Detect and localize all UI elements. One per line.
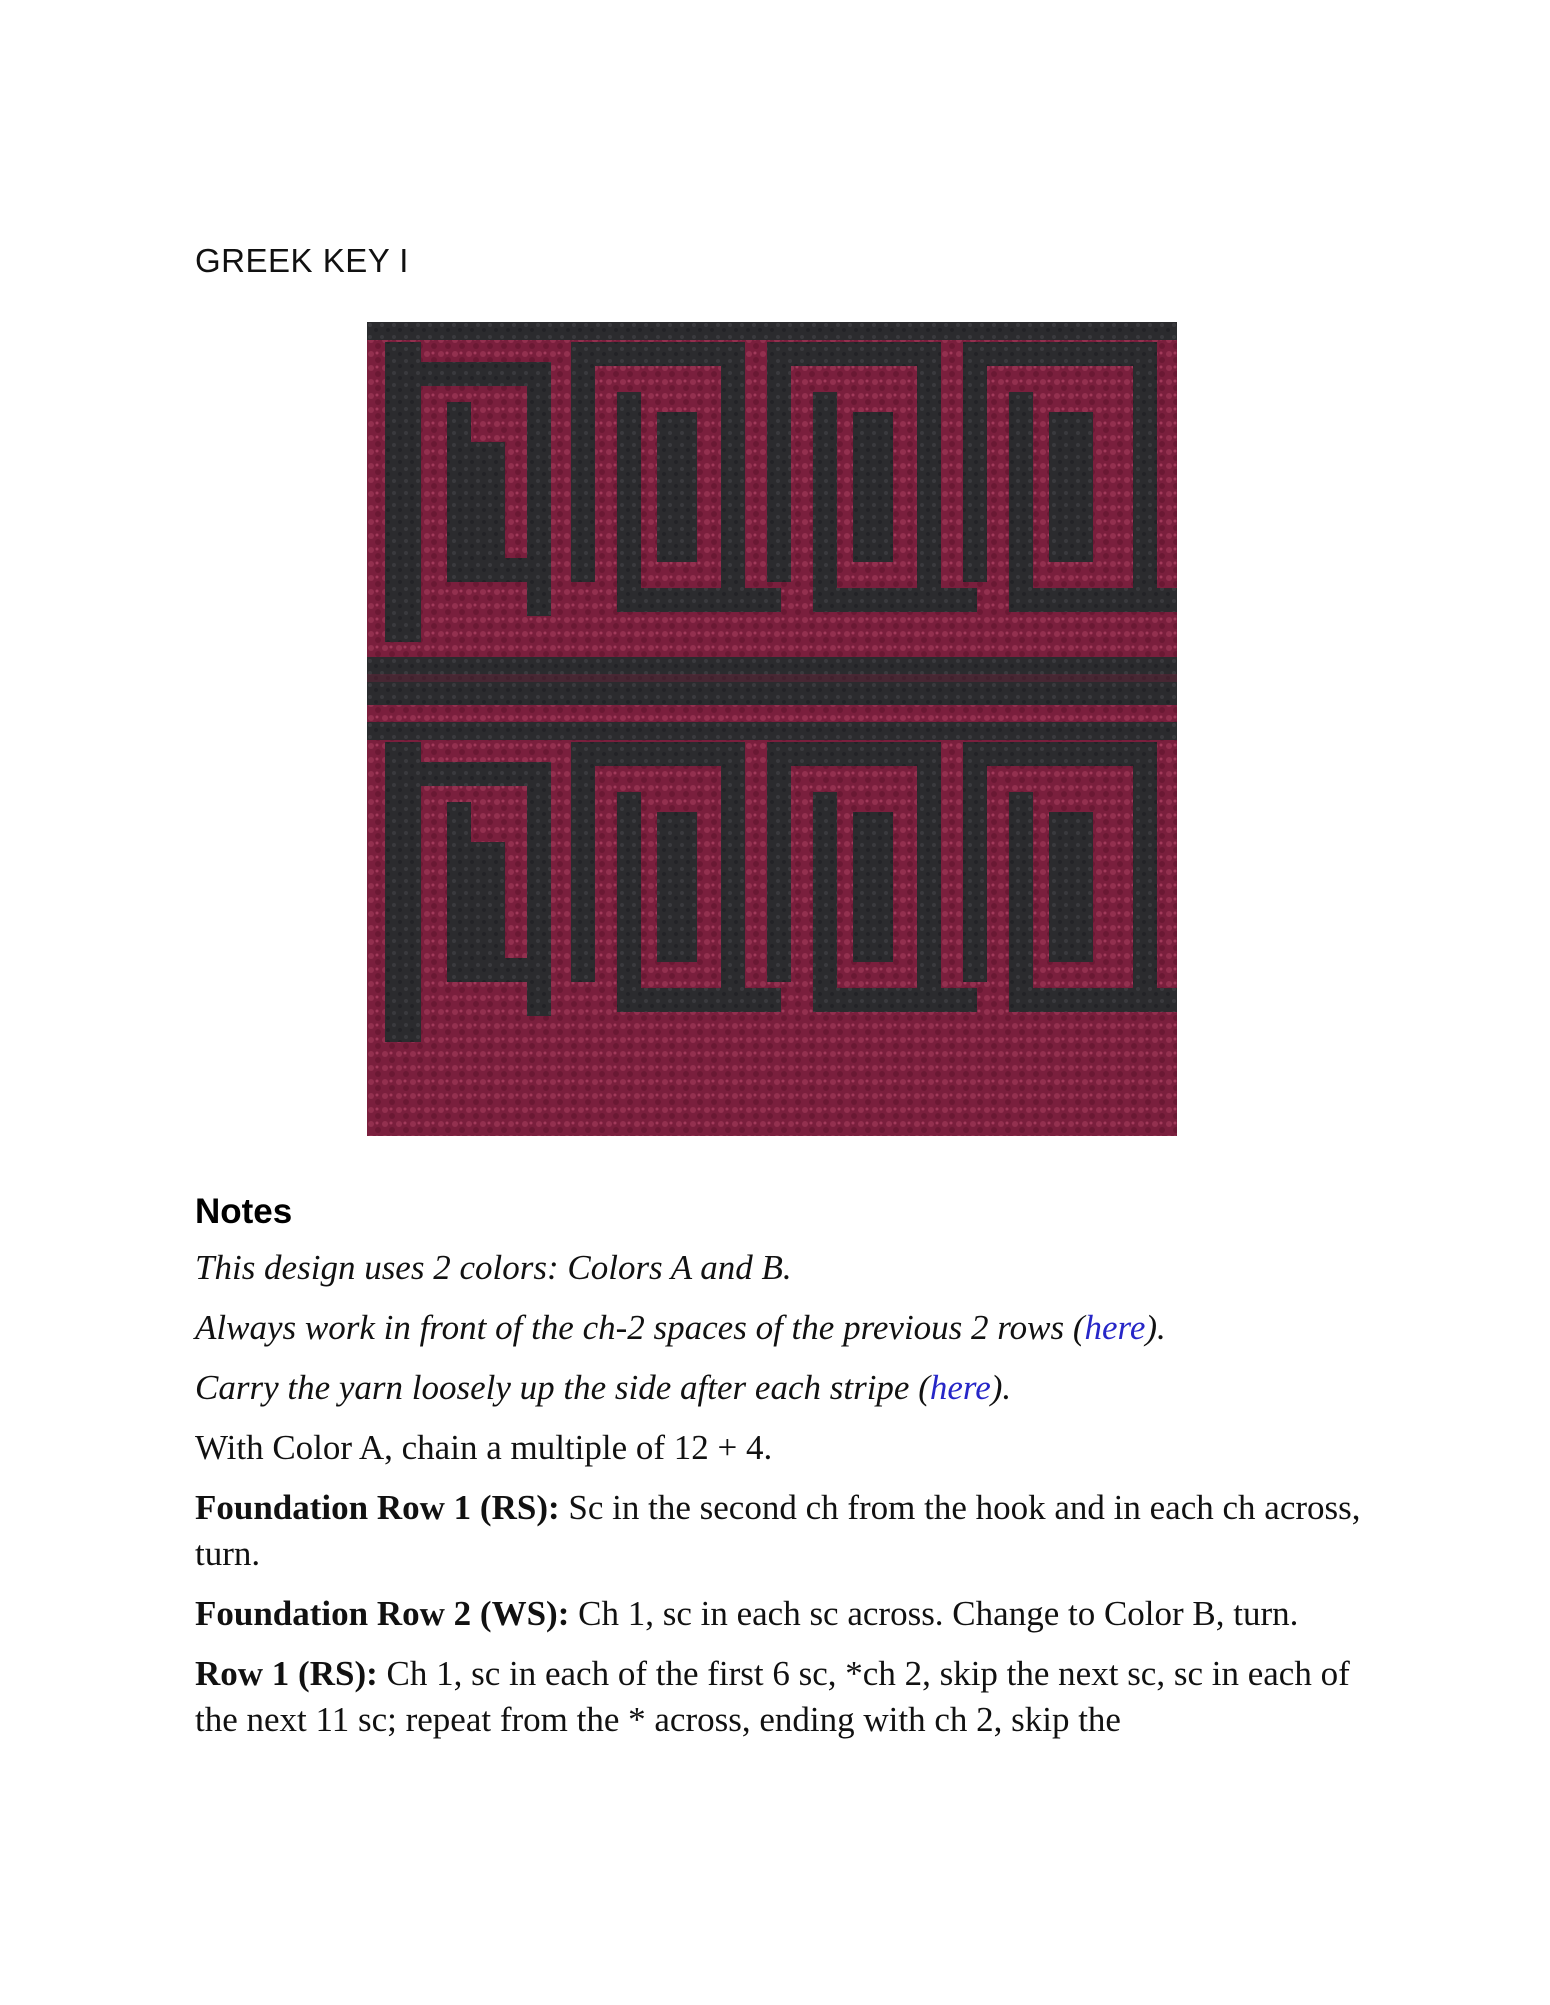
row-label: Row 1 (RS): <box>195 1654 378 1693</box>
note-front-spaces <box>195 1305 1375 1351</box>
greek-key-pattern-graphic <box>367 322 1177 1136</box>
notes-heading: Notes <box>195 1192 293 1231</box>
chain-instruction: With Color A, chain a multiple of 12 + 4. <box>195 1428 773 1467</box>
pattern-instructions <box>195 1245 1375 1757</box>
row-label: Foundation Row 2 (WS): <box>195 1594 570 1633</box>
row-text: Sc in the second ch from the hook and in each ch across, turn. <box>195 1488 1361 1573</box>
row-label: Foundation Row 1 (RS): <box>195 1488 560 1527</box>
row-text: Ch 1, sc in each sc across. Change to Color B, turn. <box>569 1594 1299 1633</box>
note-front-spaces-text: Always work in front of the ch-2 spaces of the previous 2 rows ( <box>195 1308 1085 1347</box>
pattern-title: GREEK KEY I <box>195 242 409 279</box>
here-link-spaces[interactable]: here <box>1084 1308 1146 1347</box>
note-carry-yarn <box>195 1365 1375 1411</box>
here-link-carry[interactable]: here <box>929 1368 991 1407</box>
crochet-swatch-image <box>367 322 1177 1136</box>
note-colors: This design uses 2 colors: Colors A and B. <box>195 1248 792 1287</box>
note-carry-yarn-text: Carry the yarn loosely up the side after each stripe ( <box>195 1368 930 1407</box>
row-1 <box>195 1651 1375 1743</box>
note-front-spaces-end: ). <box>1145 1308 1166 1347</box>
foundation-row-2 <box>195 1591 1375 1637</box>
note-carry-yarn-end: ). <box>990 1368 1012 1407</box>
row-text: Ch 1, sc in each of the first 6 sc, *ch 2, skip the next sc, sc in each of the next 11 sc; repeat from the * across, ending with ch 2, skip the <box>195 1654 1350 1739</box>
foundation-row-1 <box>195 1485 1375 1577</box>
